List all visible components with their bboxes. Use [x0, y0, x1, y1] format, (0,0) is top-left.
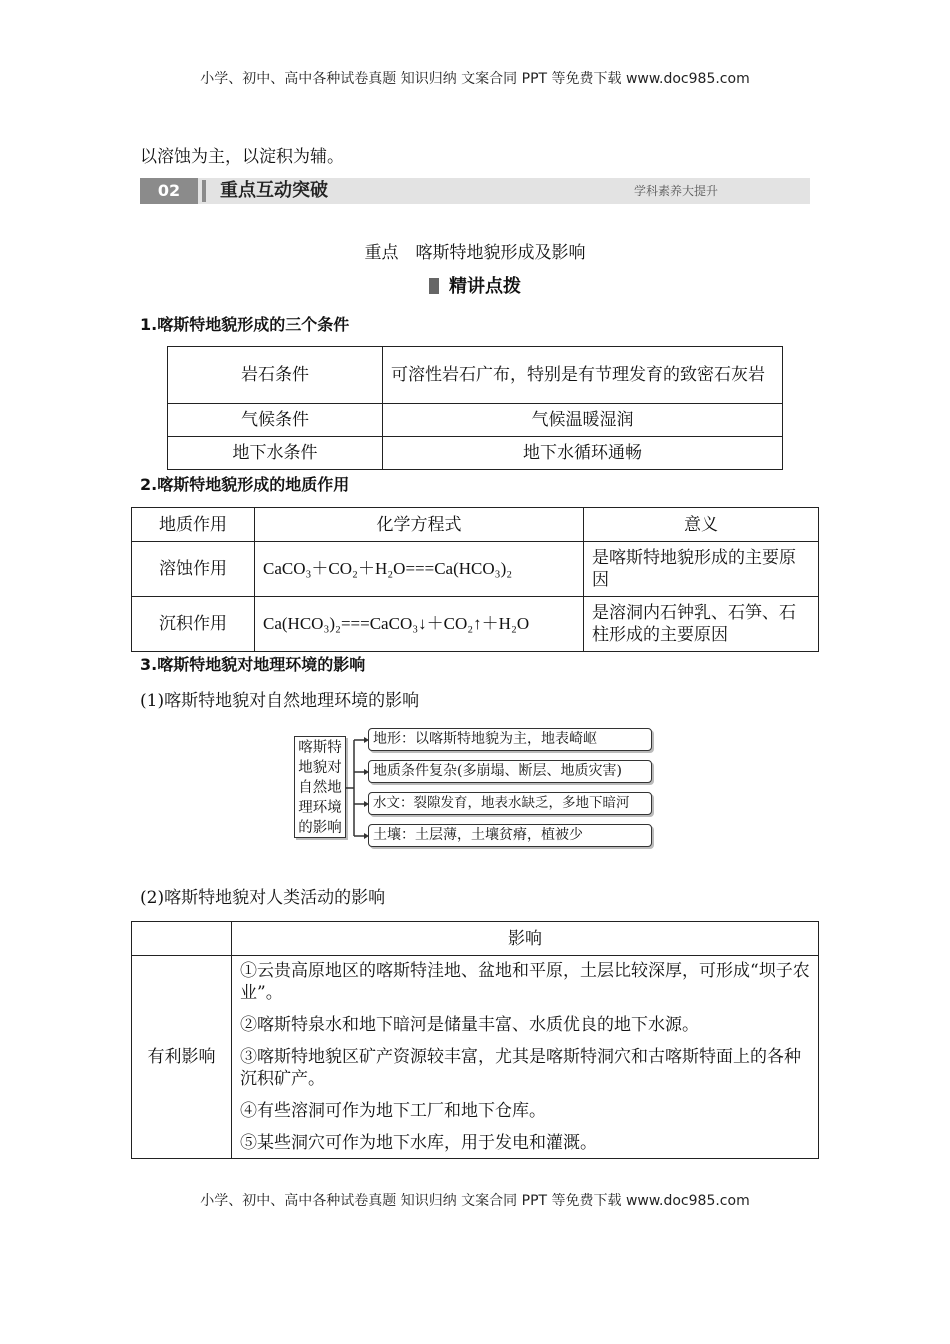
table-cell: 地下水条件 — [168, 437, 383, 470]
table-header-cell: 意义 — [584, 508, 819, 542]
list-item: ⑤某些洞穴可作为地下水库，用于发电和灌溉。 — [240, 1133, 597, 1153]
diagram-root-line: 喀斯特 — [298, 740, 342, 756]
table-header-cell: 影响 — [232, 922, 819, 956]
section-banner — [140, 178, 810, 204]
table-cell: 气候温暖湿润 — [383, 404, 783, 437]
table-cell: 是喀斯特地貌形成的主要原因 — [584, 542, 819, 597]
sec1-heading: 1.喀斯特地貌形成的三个条件 — [140, 315, 350, 334]
table-row — [168, 437, 783, 470]
diagram-branch-geology: 地质条件复杂(多崩塌、断层、地质灾害) — [368, 760, 652, 783]
table-row — [132, 956, 819, 1159]
diagram-root-box — [294, 736, 346, 838]
list-item: ②喀斯特泉水和地下暗河是储量丰富、水质优良的地下水源。 — [240, 1015, 699, 1035]
diagram-connectors — [346, 728, 370, 848]
sec3-sub1: (1)喀斯特地貌对自然地理环境的影响 — [140, 691, 420, 711]
table-cell — [232, 956, 819, 1159]
conditions-table — [167, 346, 783, 470]
table-cell: 溶蚀作用 — [132, 542, 255, 597]
sub-heading — [0, 276, 950, 298]
table-row — [132, 542, 819, 597]
table-cell: 是溶洞内石钟乳、石笋、石柱形成的主要原因 — [584, 597, 819, 652]
sec2-heading: 2.喀斯特地貌形成的地质作用 — [140, 475, 350, 494]
table-cell: 地下水循环通畅 — [383, 437, 783, 470]
sub-heading-marker-icon — [429, 278, 443, 294]
sec3-sub2: (2)喀斯特地貌对人类活动的影响 — [140, 888, 386, 908]
table-row — [168, 347, 783, 404]
table-cell: 沉积作用 — [132, 597, 255, 652]
table-row — [168, 404, 783, 437]
table-row — [132, 922, 819, 956]
diagram-root-line: 地貌对 — [298, 760, 342, 776]
table-header-cell: 化学方程式 — [255, 508, 584, 542]
banner-subtitle: 学科素养大提升 — [633, 184, 718, 198]
diagram-root-line: 自然地 — [298, 780, 342, 796]
table-header-cell — [132, 922, 232, 956]
banner-title: 重点互动突破 — [220, 180, 328, 201]
diagram-branch-landform: 地形：以喀斯特地貌为主，地表崎岖 — [368, 728, 652, 751]
sec3-heading: 3.喀斯特地貌对地理环境的影响 — [140, 655, 366, 674]
banner-divider — [202, 180, 206, 202]
diagram-branch-soil: 土壤：土层薄，土壤贫瘠，植被少 — [368, 824, 652, 847]
equation-cell: CaCO₃＋CO₂＋H₂O===Ca(HCO₃)₂ — [255, 542, 584, 597]
list-item: ④有些溶洞可作为地下工厂和地下仓库。 — [240, 1101, 546, 1121]
page-header: 小学、初中、高中各种试卷真题 知识归纳 文案合同 PPT 等免费下载 www.doc985.com — [200, 71, 750, 87]
table-row — [132, 597, 819, 652]
table-cell: 岩石条件 — [168, 347, 383, 404]
banner-number: 02 — [140, 178, 198, 204]
diagram-root-line: 的影响 — [298, 820, 342, 836]
intro-line: 以溶蚀为主，以淀积为辅。 — [140, 147, 344, 167]
key-title: 重点 喀斯特地貌形成及影响 — [364, 243, 586, 263]
table-cell: 气候条件 — [168, 404, 383, 437]
page-footer: 小学、初中、高中各种试卷真题 知识归纳 文案合同 PPT 等免费下载 www.doc985.com — [200, 1193, 750, 1209]
table-row-label: 有利影响 — [132, 956, 232, 1159]
diagram-branch-hydrology: 水文：裂隙发育，地表水缺乏，多地下暗河 — [368, 792, 652, 815]
table-header-cell: 地质作用 — [132, 508, 255, 542]
human-impact-table — [131, 921, 819, 1159]
list-item: ①云贵高原地区的喀斯特洼地、盆地和平原，土层比较深厚，可形成“坝子农业”。 — [240, 961, 810, 1003]
equation-cell: Ca(HCO₃)₂===CaCO₃↓＋CO₂↑＋H₂O — [255, 597, 584, 652]
table-cell: 可溶性岩石广布，特别是有节理发育的致密石灰岩 — [383, 347, 783, 404]
sub-heading-text: 精讲点拨 — [449, 276, 521, 297]
list-item: ③喀斯特地貌区矿产资源较丰富，尤其是喀斯特洞穴和古喀斯特面上的各种沉积矿产。 — [240, 1047, 801, 1089]
table-row — [132, 508, 819, 542]
diagram-root-line: 理环境 — [298, 800, 342, 816]
process-table — [131, 507, 819, 652]
